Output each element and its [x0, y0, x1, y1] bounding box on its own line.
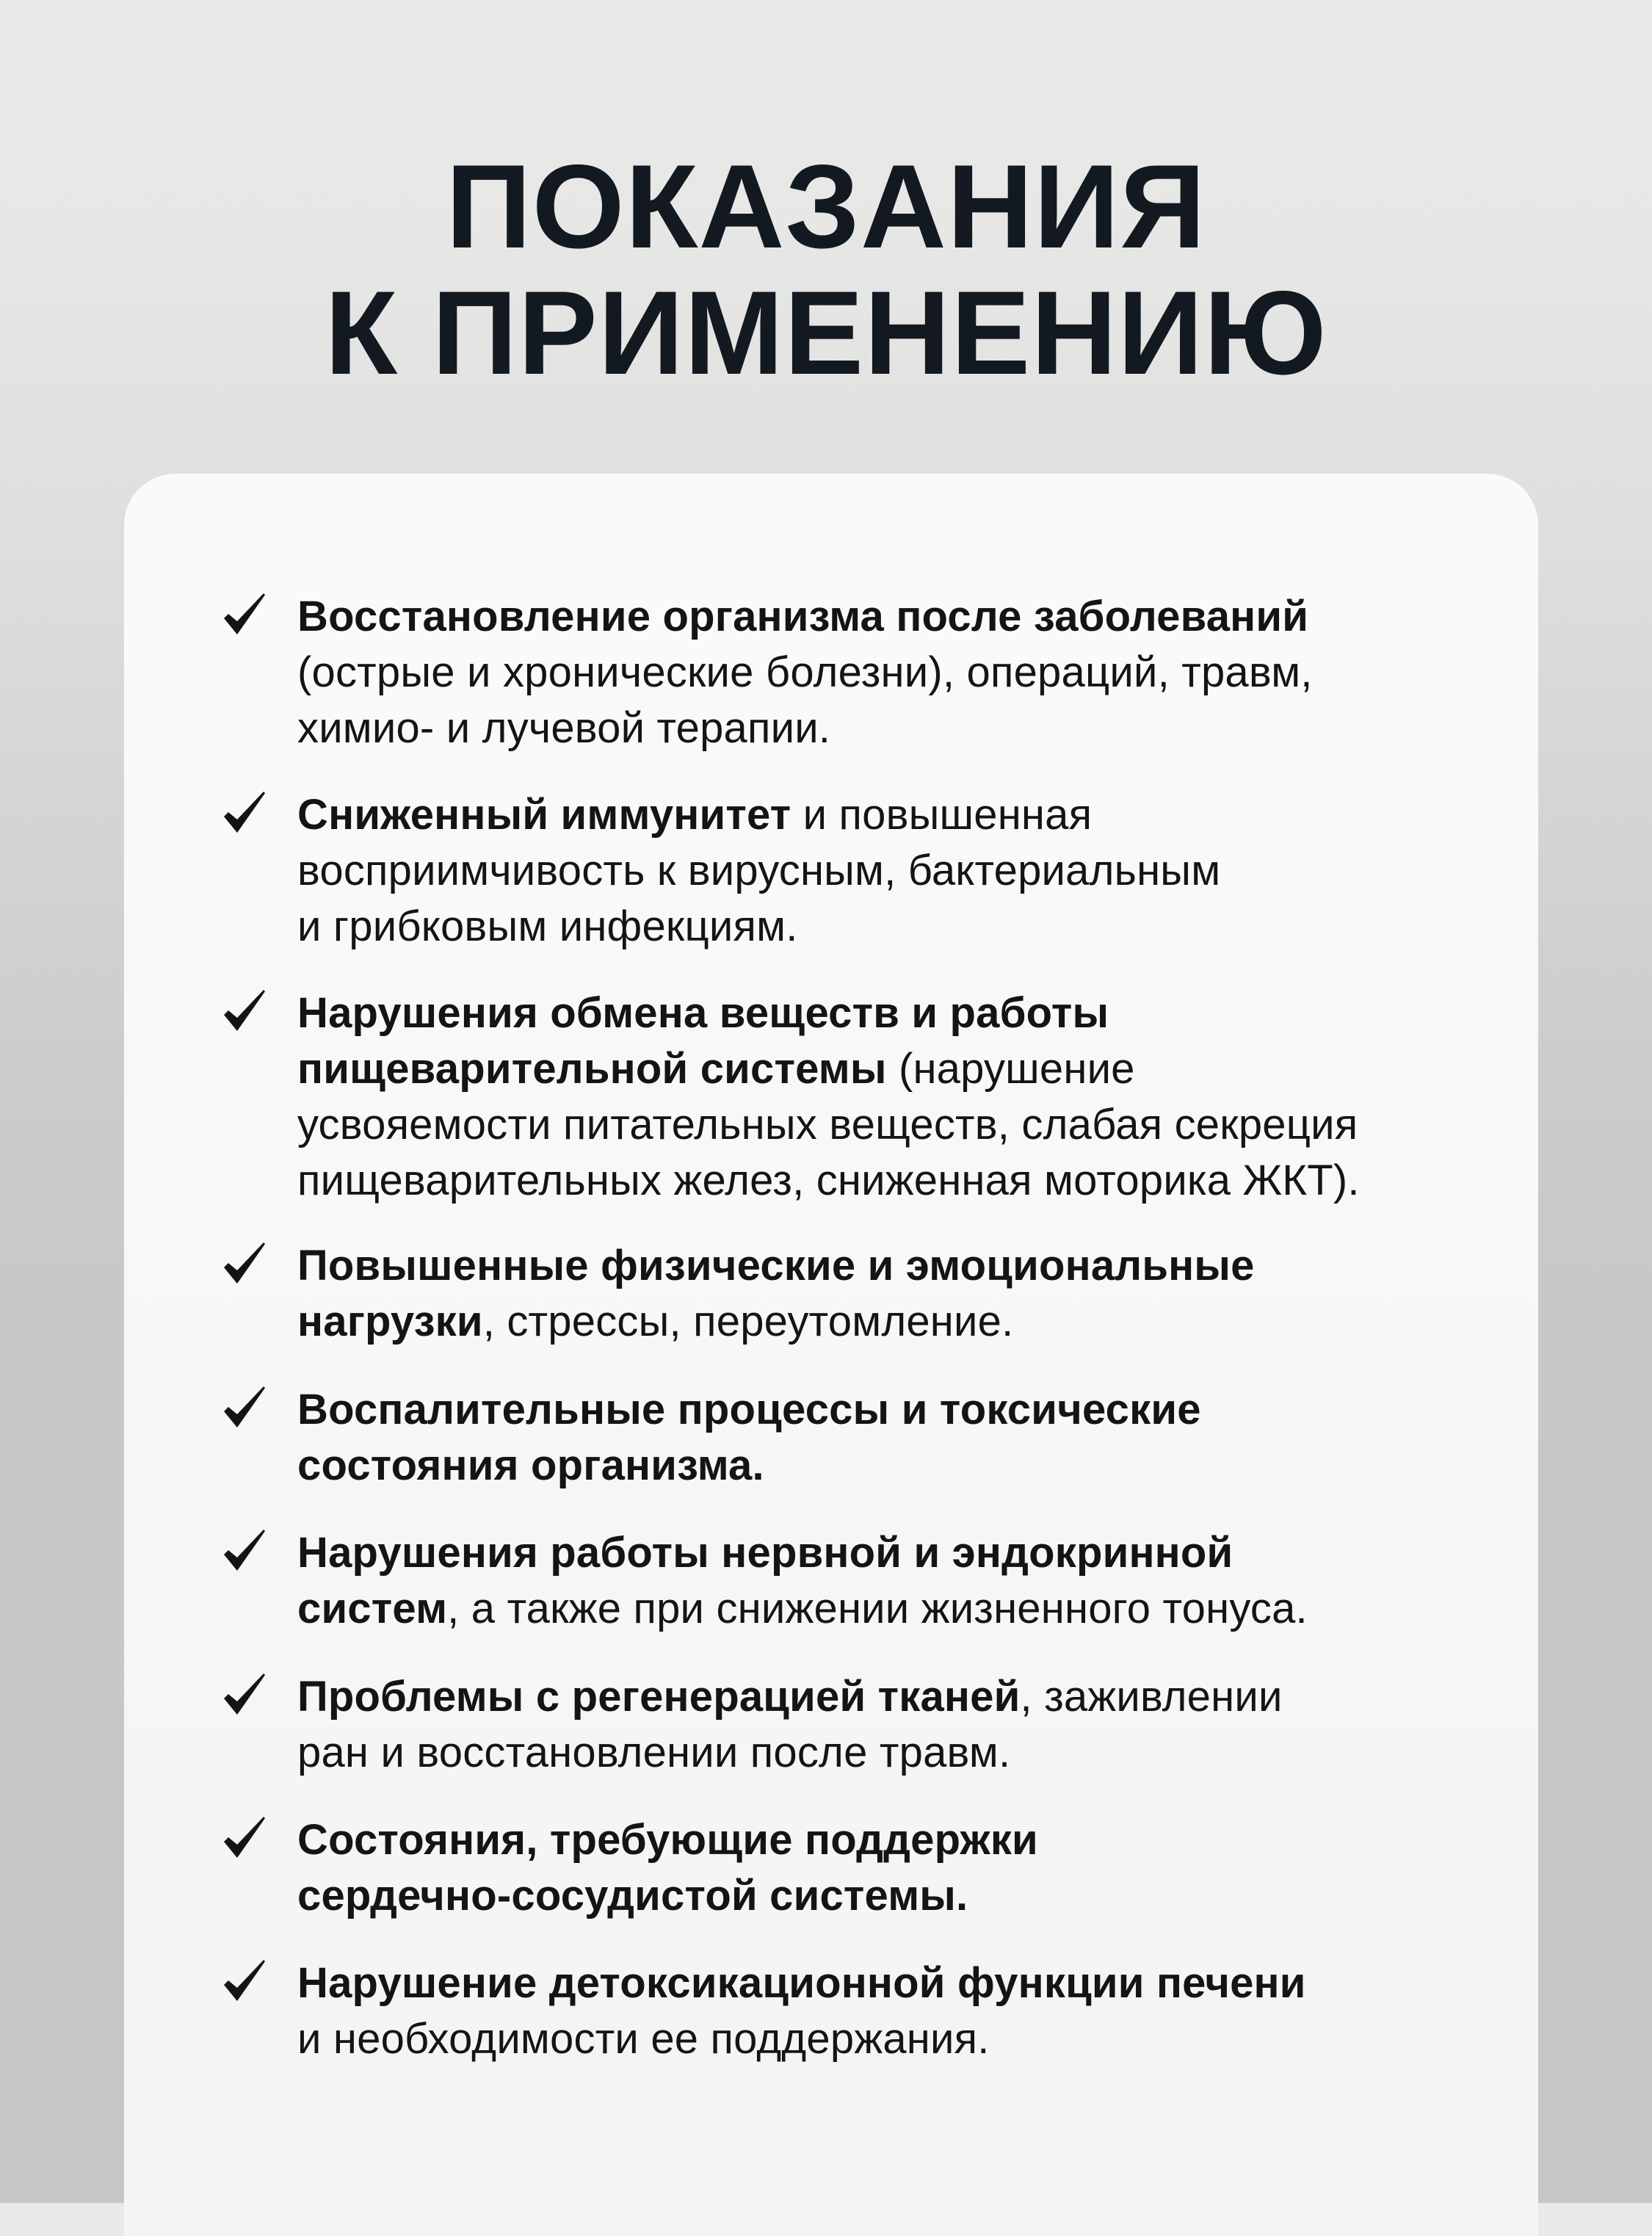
list-item-text [297, 1812, 1038, 1924]
item-line: Воспалительные процессы и токсические [297, 1386, 1201, 1433]
item-line: Нарушение детоксикационной функции печени [297, 1959, 1306, 2007]
list-item-text [297, 1669, 1283, 1781]
list-item-text [297, 1955, 1306, 2067]
item-line: (острые и хронические болезни), операций, травм, [297, 648, 1313, 696]
item-line: сердечно-сосудистой системы. [297, 1872, 968, 1920]
title-line-1: ПОКАЗАНИЯ [446, 140, 1206, 273]
item-line: восприимчивость к вирусным, бактериальным [297, 847, 1221, 894]
item-line: пищеварительных желез, сниженная моторика ЖКТ). [297, 1157, 1360, 1204]
item-line: ран и восстановлении после травм. [297, 1729, 1011, 1776]
checkmark-icon [222, 1528, 267, 1572]
list-item-text [297, 787, 1220, 955]
checkmark-icon [222, 592, 267, 636]
item-line: Нарушения работы нервной и эндокринной [297, 1529, 1233, 1577]
item-line: и необходимости ее поддержания. [297, 2015, 990, 2063]
item-line: пищеварительной системы (нарушение [297, 1045, 1135, 1093]
checkmark-icon [222, 1672, 267, 1716]
checkmark-icon [222, 1241, 267, 1285]
list-item-text [297, 985, 1360, 1209]
item-line: систем, а также при снижении жизненного тонуса. [297, 1585, 1308, 1632]
indications-card [124, 474, 1538, 2236]
item-line: Восстановление организма после заболеваний [297, 593, 1309, 640]
list-item-text [297, 589, 1313, 756]
item-line: и грибковым инфекциям. [297, 902, 798, 950]
checkmark-icon [222, 790, 267, 834]
item-line: усвояемости питательных веществ, слабая секреция [297, 1101, 1358, 1148]
list-item-text [297, 1525, 1308, 1637]
item-line: Состояния, требующие поддержки [297, 1816, 1038, 1864]
checkmark-icon [222, 1815, 267, 1859]
item-line: химио- и лучевой терапии. [297, 704, 831, 752]
item-line: Сниженный иммунитет и повышенная [297, 791, 1093, 839]
list-item-text [297, 1382, 1201, 1494]
item-line: состояния организма. [297, 1441, 764, 1489]
checkmark-icon [222, 1385, 267, 1429]
item-line: нагрузки, стрессы, переутомление. [297, 1298, 1014, 1345]
item-line: Проблемы с регенерацией тканей, заживлении [297, 1673, 1283, 1721]
checkmark-icon [222, 988, 267, 1032]
item-line: Нарушения обмена веществ и работы [297, 989, 1109, 1037]
title-line-2: К ПРИМЕНЕНИЮ [325, 267, 1327, 399]
checkmark-icon [222, 1958, 267, 2002]
list-item-text [297, 1238, 1255, 1350]
page-title [0, 140, 1652, 399]
item-line: Повышенные физические и эмоциональные [297, 1242, 1255, 1289]
